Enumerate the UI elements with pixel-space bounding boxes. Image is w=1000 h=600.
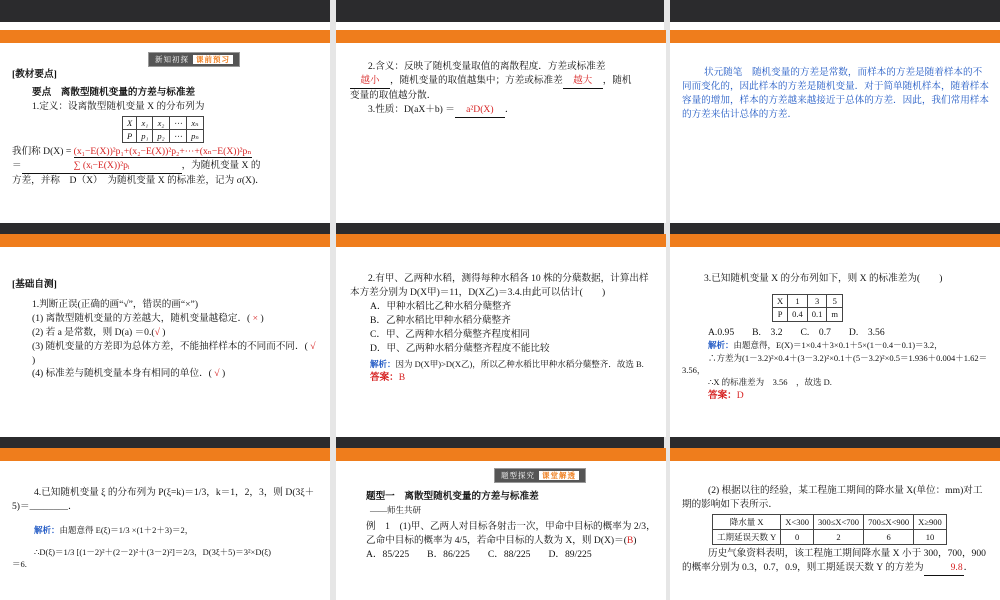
- table-cell: 6: [864, 530, 914, 545]
- slide-band: [0, 30, 330, 43]
- table-cell: ⋯: [169, 130, 187, 143]
- table-cell: 0.1: [807, 308, 827, 321]
- table-cell: m: [827, 308, 843, 321]
- question-2: 2.有甲、乙两种水稻，测得每种水稻各 10 株的分蘖数据，计算出样本方差分别为 D(X甲)＝11，D(X乙)＝3.4.由此可以估计( ): [350, 273, 649, 298]
- explanation-2: ∴方差为(1－3.2)²×0.4＋(3－3.2)²×0.1＋(5－3.2)²×0.5＝1.936＋0.004＋1.62＝3.56，: [682, 352, 988, 376]
- table-cell: pₙ: [187, 130, 204, 143]
- type-subtitle: ——师生共研: [370, 504, 422, 515]
- slide-8[interactable]: [336, 448, 666, 600]
- table-cell: 0.4: [788, 308, 808, 321]
- std-definition: 方差，并称 D（X） 为随机变量 X 的标准差，记为 σ(X)．: [12, 175, 265, 187]
- definition-intro: 1.定义：设离散型随机变量 X 的分布列为: [32, 100, 205, 112]
- item-4: (4) 标准差与随机变量本身有相同的单位．( √ ): [32, 368, 226, 380]
- slide-4[interactable]: [0, 234, 330, 437]
- options: A．85/225 B．86/225 C．88/225 D．89/225: [366, 549, 592, 561]
- table-cell: ⋯: [169, 116, 187, 129]
- table-cell: P: [123, 130, 137, 143]
- item-1: (1) 离散型随机变量的方差越大，随机变量越稳定．( × ): [32, 312, 264, 324]
- slide-band: [336, 234, 666, 247]
- slide-7[interactable]: [0, 448, 330, 600]
- item-2: (2) 若 a 是常数，则 D(a) ＝0.(√ ): [32, 326, 166, 338]
- explanation: 解析：由题意得 E(ξ)＝1/3 ×(1＋2＋3)＝2，: [34, 524, 194, 535]
- answer-blank: 9.8: [924, 561, 964, 576]
- slide-band: [0, 448, 330, 461]
- slide-6[interactable]: [670, 234, 1000, 437]
- section-ribbon: 新知初探 课前预习: [148, 52, 240, 67]
- table-cell: 降水量 X: [713, 514, 781, 529]
- question-1: 1.判断正误(正确的画“√”，错误的画“×”): [32, 298, 199, 310]
- top-bar: [0, 0, 1000, 22]
- answer: 答案：D: [708, 389, 744, 401]
- table-cell: 0: [781, 530, 814, 545]
- meaning-text: 2.含义：反映了随机变量取值的离散程度．方差或标准差 越小 ，随机变量的取值越集中；方差或标准差 越大 ，随机 变量的取值越分散．: [350, 61, 632, 101]
- history-text: 历史气象资料表明，该工程施工期间降水量 X 小于 300，700，900 的概率分别为 0.3，0.7，0.9，则工期延误天数 Y 的方差为 9.8．: [682, 547, 990, 576]
- row-separator-2: [0, 437, 1000, 448]
- slide-2[interactable]: [336, 30, 666, 223]
- explanation-2: ∴D(ξ)＝1/3 [(1－2)²＋(2－2)²＋(3－2)²]＝2/3，D(3ξ＋5)＝3²×D(ξ): [34, 547, 271, 558]
- answer-blank: 越大: [563, 74, 603, 89]
- explanation: 解析：由题意得，E(X)＝1×0.4＋3×0.1＋5×(1－0.4－0.1)＝3.2，: [708, 340, 943, 351]
- key-heading: 要点 离散型随机变量的方差与标准差: [32, 86, 196, 98]
- table-cell: p₁: [137, 130, 153, 143]
- explanation-3: ∴X 的标准差为 3.56 ，故选 D.: [708, 377, 832, 388]
- scholar-note: 状元随笔 随机变量的方差是常数，而样本的方差是随着样本的不同而变化的，因此样本的方差是随机变量．对于简单随机样本，随着样本容量的增加，样本的方差越来越接近于总体的方差．因此，我们常用样本的方差来估计总体的方差．: [682, 67, 989, 120]
- answer-blank: 越小: [350, 74, 390, 89]
- distribution-table: [122, 116, 204, 144]
- slide-band: [670, 234, 1000, 247]
- slide-band: [336, 30, 666, 43]
- table-cell: 10: [914, 530, 947, 545]
- question-4: 4.已知随机变量 ξ 的分布列为 P(ξ=k)＝1/3，k＝1，2，3，则 D(3ξ＋5)＝________．: [12, 487, 315, 512]
- question-3: 3.已知随机变量 X 的分布列如下，则 X 的标准差为( ): [704, 273, 943, 284]
- explanation: 解析：因为 D(X甲)>D(X乙)，所以乙种水稻比甲种水稻分蘖整齐．故选 B.: [370, 359, 644, 370]
- table-cell: X<300: [781, 514, 814, 529]
- table-cell: x₂: [153, 116, 169, 129]
- table-cell: X: [123, 116, 137, 129]
- section-ribbon: 题型探究 课堂解透: [494, 468, 586, 483]
- table-cell: xₙ: [187, 116, 204, 129]
- table-cell: x₁: [137, 116, 153, 129]
- table-cell: X: [773, 294, 788, 307]
- table-cell: X≥900: [914, 514, 947, 529]
- slide-3[interactable]: [670, 30, 1000, 223]
- option-d: D．甲、乙两种水稻分蘖整齐程度不能比较: [370, 342, 550, 354]
- table-cell: 工期延误天数 Y: [713, 530, 781, 545]
- option-a: A．甲种水稻比乙种水稻分蘖整齐: [370, 300, 512, 312]
- section-label: [教材要点]: [12, 69, 57, 80]
- slide-band: [670, 448, 1000, 461]
- table-cell: 5: [827, 294, 843, 307]
- table-cell: p₂: [153, 130, 169, 143]
- slide-band: [0, 234, 330, 247]
- type-title: 题型一 离散型随机变量的方差与标准差: [366, 491, 539, 502]
- slide-1[interactable]: [0, 30, 330, 223]
- question-2-part: (2) 根据以往的经验，某工程施工期间的降水量 X(单位：mm)对工期的影响如下表所示．: [682, 485, 983, 510]
- table-cell: 1: [788, 294, 808, 307]
- table-cell: P: [773, 308, 788, 321]
- option-c: C．甲、乙两种水稻分蘖整齐程度相同: [370, 328, 530, 340]
- item-3: (3) 随机变量的方差即为总体方差，不能抽样样本的不同而不同．( √ ): [32, 340, 316, 366]
- variance-sum: ＝ ∑ (xᵢ−E(X))²pᵢ ，为随机变量 X 的: [12, 159, 320, 174]
- slide-band: [670, 30, 1000, 43]
- table-cell: 3: [807, 294, 827, 307]
- property-text: 3.性质：D(aX＋b) ＝ a²D(X) ．: [350, 103, 656, 118]
- section-label: [基础自测]: [12, 279, 57, 290]
- row-separator-1: [0, 223, 1000, 234]
- table-cell: 700≤X<900: [864, 514, 914, 529]
- slide-band: [336, 448, 666, 461]
- options: A.0.95 B. 3.2 C. 0.7 D. 3.56: [708, 326, 885, 338]
- explanation-3: ＝6.: [12, 559, 27, 570]
- option-b: B．乙种水稻比甲种水稻分蘖整齐: [370, 314, 511, 326]
- table-cell: 2: [813, 530, 863, 545]
- distribution-table: [772, 294, 843, 322]
- rainfall-table: [712, 514, 947, 546]
- table-cell: 300≤X<700: [813, 514, 863, 529]
- answer-blank: a²D(X): [455, 103, 505, 118]
- slide-5[interactable]: [336, 234, 666, 437]
- answer: 答案：B: [370, 371, 406, 383]
- variance-definition: 我们称 D(X) = (x₁−E(X))²p₁+(x₂−E(X))²p₂+⋯+(xₙ−E(X))²pₙ: [12, 146, 252, 158]
- slide-9[interactable]: [670, 448, 1000, 600]
- example-question: 例 1 (1)甲、乙两人对目标各射击一次，甲命中目标的概率为 2/3，乙命中目标的概率为 4/5，若命中目标的人数为 X，则 D(X)＝(B): [366, 521, 656, 547]
